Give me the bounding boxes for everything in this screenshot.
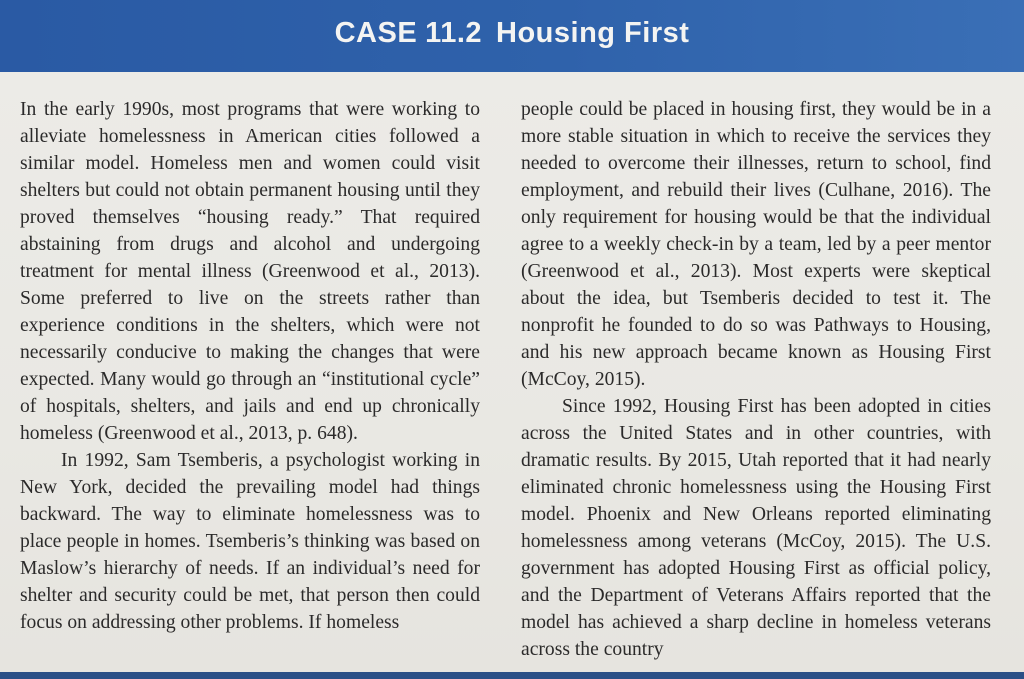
right-text-column — [521, 96, 991, 663]
case-label: CASE — [334, 17, 418, 49]
right-paragraph-1: people could be placed in housing first, they would be in a more stable situation in which to receive the services they needed to overcome their illnesses, return to school, find employment, and rebuild their lives (Culhane, 2016). The only requirement for housing would be that the individual agree to a weekly check-in by a team, led by a peer mentor (Greenwood et al., 2013). Most experts were skeptical about the idea, but Tsemberis decided to test it. The nonprofit he founded to do so was Pathways to Housing, and his new approach became known as Housing First (McCoy, 2015). — [521, 99, 991, 390]
case-header-banner — [0, 0, 1024, 72]
case-number: 11.2 — [425, 17, 483, 49]
case-heading: Housing First — [496, 17, 690, 49]
right-paragraph-2: Since 1992, Housing First has been adopted in cities across the United States and in other countries, with dramatic results. By 2015, Utah reported that it had nearly eliminated chronic homelessness using the Housing First model. Phoenix and New Orleans reported eliminating homelessness among veterans (McCoy, 2015). The U.S. government has adopted Housing First as official policy, and the Department of Veterans Affairs reported that the model has achieved a sharp decline in homeless veterans across the country — [521, 396, 991, 660]
left-paragraph-2: In 1992, Sam Tsemberis, a psychologist working in New York, decided the prevailing model had things backward. The way to eliminate homelessness was to place people in homes. Tsemberis’s thinking was based on Maslow’s hierarchy of needs. If an individual’s need for shelter and security could be met, that person then could focus on addressing other problems. If homeless — [20, 450, 480, 633]
left-paragraph-1: In the early 1990s, most programs that were working to alleviate homelessness in American cities followed a similar model. Homeless men and women could visit shelters but could not obtain permanent housing until they proved themselves “housing ready.” That required abstaining from drugs and alcohol and undergoing treatment for mental illness (Greenwood et al., 2013). Some preferred to live on the streets rather than experience conditions in the shelters, which were not necessarily conducive to making the changes that were expected. Many would go through an “institutional cycle” of hospitals, shelters, and jails and end up chronically homeless (Greenwood et al., 2013, p. 648). — [20, 99, 480, 444]
case-title — [0, 17, 1024, 50]
bottom-edge-strip — [0, 672, 1024, 679]
left-text-column — [20, 96, 480, 636]
